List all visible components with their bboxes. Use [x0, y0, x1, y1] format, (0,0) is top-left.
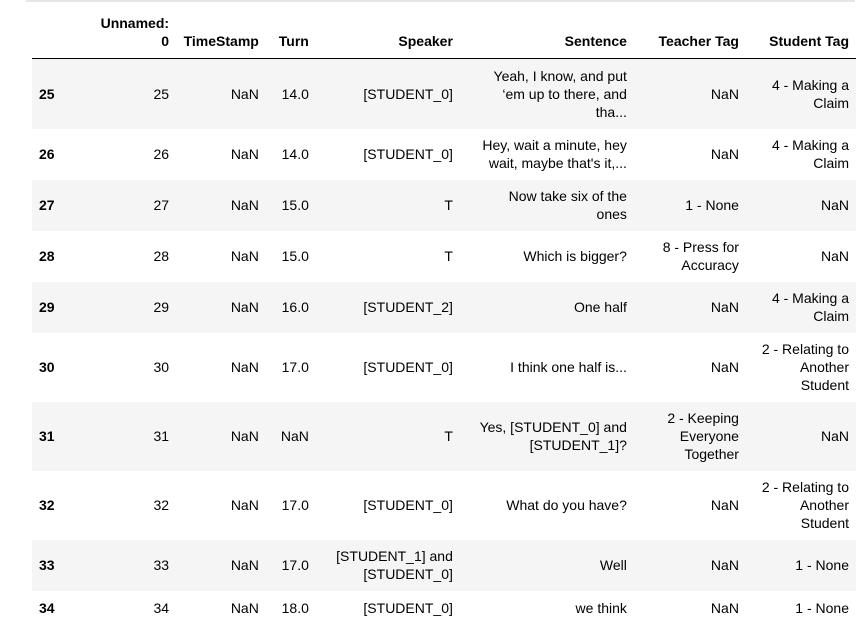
cell-student-tag-text: 2 - Relating to Another Student	[761, 479, 849, 531]
header-sentence: Sentence	[460, 10, 634, 59]
header-teacher-tag: Teacher Tag	[634, 10, 746, 59]
cell-unnamed: 34	[153, 599, 170, 616]
table-row	[32, 333, 856, 402]
table-row	[32, 282, 856, 333]
row-index: 33	[39, 557, 55, 573]
cell-student-tag: 1 - None	[795, 599, 849, 616]
cell-student-tag: NaN	[820, 197, 849, 213]
cell-student-tag-text: 4 - Making a Claim	[771, 137, 849, 171]
cell-student-tag: 1 - None	[795, 557, 849, 573]
row-index: 25	[39, 85, 55, 102]
cell-student-tag	[746, 333, 856, 402]
cell-unnamed: 32	[153, 497, 170, 513]
cell-timestamp: NaN	[230, 497, 259, 513]
header-index	[32, 10, 66, 59]
cell-speaker: [STUDENT_0]	[363, 497, 453, 513]
cell-sentence	[460, 180, 634, 231]
cell-speaker	[316, 540, 460, 591]
cell-teacher-tag: NaN	[710, 599, 739, 616]
cell-sentence: I think one half is...	[510, 359, 627, 375]
dataframe-output	[32, 10, 856, 625]
cell-turn: 15.0	[281, 197, 309, 213]
row-index: 34	[39, 599, 55, 616]
cell-timestamp: NaN	[230, 428, 259, 444]
cell-sentence: Well	[599, 557, 627, 573]
cell-sentence: we think	[575, 599, 627, 616]
cell-unnamed: 25	[153, 85, 170, 102]
cell-student-tag: NaN	[820, 248, 849, 264]
cell-unnamed: 33	[153, 557, 170, 573]
header-unnamed-0-label: Unnamed: 0	[100, 15, 170, 49]
cell-sentence	[460, 59, 634, 129]
header-timestamp: TimeStamp	[176, 10, 266, 59]
cell-turn: NaN	[280, 428, 309, 444]
output-cell-top-border	[26, 0, 855, 2]
table-row	[32, 180, 856, 231]
cell-teacher-tag: NaN	[710, 85, 739, 102]
cell-sentence: One half	[573, 299, 627, 315]
cell-sentence-text: Now take six of the ones	[508, 188, 627, 222]
table-body	[32, 59, 856, 625]
cell-turn: 18.0	[281, 599, 309, 616]
cell-sentence: Which is bigger?	[523, 248, 627, 264]
cell-timestamp: NaN	[230, 599, 259, 616]
cell-teacher-tag-text: 8 - Press for Accuracy	[662, 239, 739, 273]
cell-sentence	[460, 402, 634, 471]
cell-student-tag	[746, 129, 856, 180]
table-row	[32, 129, 856, 180]
cell-speaker: T	[444, 428, 453, 444]
cell-sentence-text: Yeah, I know, and put ‘em up to there, and tha...	[493, 67, 627, 120]
table-row	[32, 471, 856, 540]
cell-unnamed: 31	[153, 428, 170, 444]
cell-teacher-tag	[634, 231, 746, 282]
cell-student-tag: NaN	[820, 428, 849, 444]
cell-speaker: [STUDENT_0]	[363, 359, 453, 375]
cell-timestamp: NaN	[230, 197, 259, 213]
cell-unnamed: 30	[153, 359, 170, 375]
cell-timestamp: NaN	[230, 299, 259, 315]
header-row	[32, 10, 856, 59]
cell-turn: 16.0	[281, 299, 309, 315]
table-header	[32, 10, 856, 59]
cell-student-tag-text: 4 - Making a Claim	[771, 76, 849, 111]
cell-teacher-tag: NaN	[710, 497, 739, 513]
cell-student-tag-text: 2 - Relating to Another Student	[761, 341, 849, 393]
cell-student-tag	[746, 282, 856, 333]
cell-teacher-tag: NaN	[710, 557, 739, 573]
row-index: 30	[39, 359, 55, 375]
cell-timestamp: NaN	[230, 359, 259, 375]
table-row	[32, 591, 856, 625]
table-row	[32, 402, 856, 471]
cell-timestamp: NaN	[230, 146, 259, 162]
row-index: 28	[39, 248, 55, 264]
cell-teacher-tag	[634, 402, 746, 471]
header-speaker: Speaker	[316, 10, 460, 59]
cell-unnamed: 26	[153, 146, 170, 162]
row-index: 29	[39, 299, 55, 315]
table-row	[32, 59, 856, 129]
row-index: 32	[39, 497, 55, 513]
cell-sentence-text: Yes, [STUDENT_0] and [STUDENT_1]?	[479, 419, 627, 453]
cell-sentence: What do you have?	[506, 497, 627, 513]
cell-teacher-tag-text: 2 - Keeping Everyone Together	[667, 410, 739, 462]
cell-student-tag	[746, 59, 856, 129]
cell-teacher-tag: NaN	[710, 299, 739, 315]
cell-teacher-tag: NaN	[710, 146, 739, 162]
cell-turn: 17.0	[281, 359, 309, 375]
cell-sentence	[460, 129, 634, 180]
cell-unnamed: 29	[153, 299, 170, 315]
cell-speaker: [STUDENT_0]	[363, 85, 453, 102]
cell-student-tag	[746, 471, 856, 540]
cell-unnamed: 28	[153, 248, 170, 264]
cell-timestamp: NaN	[230, 248, 259, 264]
cell-speaker: [STUDENT_2]	[363, 299, 453, 315]
table-row	[32, 231, 856, 282]
cell-student-tag-text: 4 - Making a Claim	[771, 290, 849, 324]
cell-speaker: [STUDENT_0]	[363, 599, 453, 616]
row-index: 31	[39, 428, 55, 444]
cell-speaker: T	[444, 248, 453, 264]
cell-timestamp: NaN	[230, 85, 259, 102]
row-index: 26	[39, 146, 55, 162]
cell-turn: 14.0	[281, 85, 309, 102]
cell-unnamed: 27	[153, 197, 170, 213]
dataframe-table	[32, 10, 856, 625]
cell-speaker: [STUDENT_0]	[363, 146, 453, 162]
cell-teacher-tag: 1 - None	[685, 197, 739, 213]
cell-turn: 15.0	[281, 248, 309, 264]
cell-turn: 17.0	[281, 557, 309, 573]
row-index: 27	[39, 197, 55, 213]
cell-turn: 17.0	[281, 497, 309, 513]
header-unnamed-0	[66, 10, 176, 59]
cell-teacher-tag: NaN	[710, 359, 739, 375]
header-turn: Turn	[266, 10, 316, 59]
cell-speaker-text: [STUDENT_1] and [STUDENT_0]	[336, 548, 453, 582]
header-student-tag: Student Tag	[746, 10, 856, 59]
cell-speaker: T	[444, 197, 453, 213]
table-row	[32, 540, 856, 591]
cell-sentence-text: Hey, wait a minute, hey wait, maybe that's it,...	[482, 137, 627, 171]
cell-timestamp: NaN	[230, 557, 259, 573]
cell-turn: 14.0	[281, 146, 309, 162]
